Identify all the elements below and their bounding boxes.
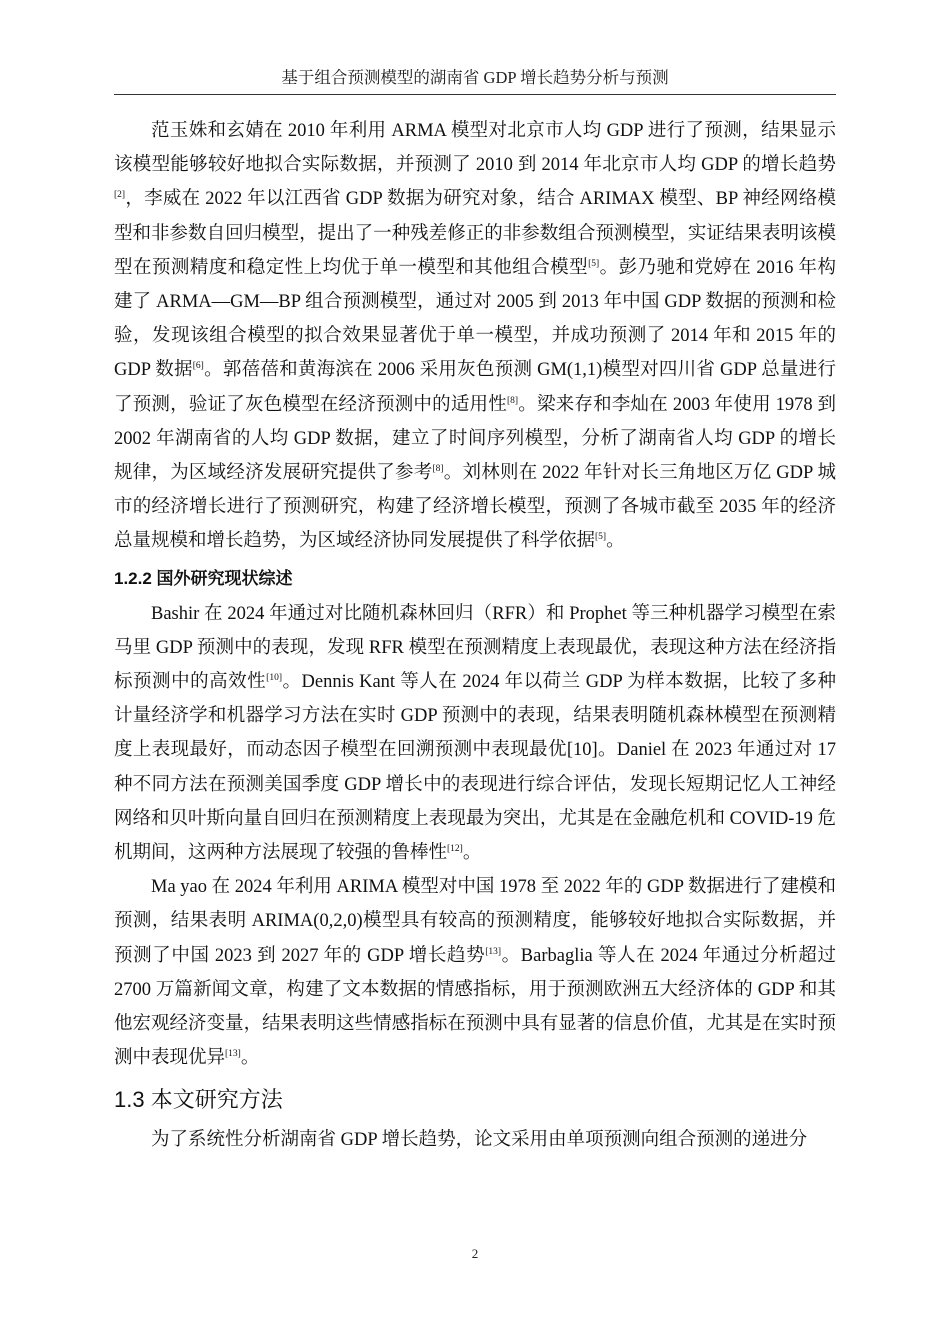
citation: [10] bbox=[266, 673, 282, 684]
paragraph-text: 。郭蓓蓓和黄海滨在 2006 采用灰色预测 GM(1,1)模型对四川省 GDP 总量进行了预测，验证了灰色模型在经济预测中的适用性 bbox=[114, 360, 836, 415]
citation: [5] bbox=[595, 532, 607, 543]
paragraph-text: 。梁来存和李灿在 2003 年使用 1978 到 2002 年湖南省的人均 GDP 数据，建立了时间序列模型，分析了湖南省人均 GDP 的增长规律，为区域经济发展研究提供了参考 bbox=[114, 394, 836, 484]
paragraph-text: 。 bbox=[240, 1048, 260, 1069]
page-body bbox=[114, 114, 836, 1158]
paragraph-text: 。Barbaglia 等人在 2024 年通过分析超过 2700 万篇新闻文章，构建了文本数据的情感指标，用于预测欧洲五大经济体的 GDP 和其他宏观经济变量，结果表明这些情感指标在预测中具有显著的信息价值，尤其是在实时预测中表现优异 bbox=[114, 945, 836, 1069]
section-heading-1-2-2: 1.2.2 国外研究现状综述 bbox=[114, 568, 293, 588]
section-heading-1-3: 1.3 本文研究方法 bbox=[114, 1087, 283, 1113]
running-header: 基于组合预测模型的湖南省 GDP 增长趋势分析与预测 bbox=[281, 68, 669, 87]
citation: [6] bbox=[192, 361, 204, 372]
citation: [8] bbox=[432, 464, 444, 475]
header-rule bbox=[114, 94, 836, 95]
citation: [12] bbox=[447, 844, 463, 855]
paragraph-text: 范玉姝和玄婧在 2010 年利用 ARMA 模型对北京市人均 GDP 进行了预测，结果显示该模型能够较好地拟合实际数据，并预测了 2010 到 2014 年北京市人均 GDP 的增长趋势 bbox=[114, 121, 836, 176]
citation: [8] bbox=[506, 395, 519, 406]
paragraph-foreign-studies-2 bbox=[114, 870, 836, 1075]
page-number: 2 bbox=[471, 1246, 479, 1261]
citation: [5] bbox=[588, 258, 600, 269]
paragraph-text: 。Dennis Kant 等人在 2024 年以荷兰 GDP 为样本数据，比较了多种计量经济学和机器学习方法在实时 GDP 预测中的表现，结果表明随机森林模型在预测精度上表现最好，而动态因子模型在回溯预测中表现最优[10]。Daniel 在 2023 年通过对 17 种不同方法在预测美国季度 GDP 增长中的表现进行综合评估，发现长短期记忆人工神经网络和贝叶斯向量自回归在预测精度上表现最为突出，尤其是在金融危机和 COVID-19 危机期间，这两种方法展现了较强的鲁棒性 bbox=[114, 672, 836, 864]
citation: [2] bbox=[114, 190, 126, 201]
paragraph-text: 。 bbox=[606, 531, 625, 552]
citation: [13] bbox=[485, 946, 502, 957]
paragraph-methods bbox=[114, 1123, 836, 1157]
paragraph-text: 。彭乃驰和党婷在 2016 年构建了 ARMA—GM—BP 组合预测模型，通过对 2005 到 2013 年中国 GDP 数据的预测和检验，发现该组合模型的拟合效果显著优于单一模型，并成功预测了 2014 年和 2015 年的 GDP 数据 bbox=[114, 257, 836, 381]
paragraph-text: 。 bbox=[462, 843, 482, 864]
paragraph-text: Ma yao 在 2024 年利用 ARIMA 模型对中国 1978 至 2022 年的 GDP 数据进行了建模和预测，结果表明 ARIMA(0,2,0)模型具有较高的预测精度，能够较好地拟合实际数据，并预测了中国 2023 到 2027 年的 GDP 增长趋势 bbox=[114, 877, 836, 966]
paragraph-text: Bashir 在 2024 年通过对比随机森林回归（RFR）和 Prophet 等三种机器学习模型在索马里 GDP 预测中的表现，发现 RFR 模型在预测精度上表现最优，表现这种方法在经济指标预测中的高效性 bbox=[114, 603, 836, 693]
paragraph-text: 。刘林则在 2022 年针对长三角地区万亿 GDP 城市的经济增长进行了预测研究，构建了经济增长模型，预测了各城市截至 2035 年的经济总量规模和增长趋势，为区域经济协同发展提供了科学依据 bbox=[114, 463, 836, 552]
paragraph-domestic-studies bbox=[114, 114, 836, 559]
citation: [13] bbox=[225, 1049, 241, 1060]
paragraph-text: ，李威在 2022 年以江西省 GDP 数据为研究对象，结合 ARIMAX 模型、BP 神经网络模型和非参数自回归模型，提出了一种残差修正的非参数组合预测模型，实证结果表明该模型在预测精度和稳定性上均优于单一模型和其他组合模型 bbox=[114, 189, 836, 278]
paragraph-text: 为了系统性分析湖南省 GDP 增长趋势，论文采用由单项预测向组合预测的递进分 bbox=[151, 1130, 808, 1151]
paragraph-foreign-studies-1 bbox=[114, 597, 836, 871]
